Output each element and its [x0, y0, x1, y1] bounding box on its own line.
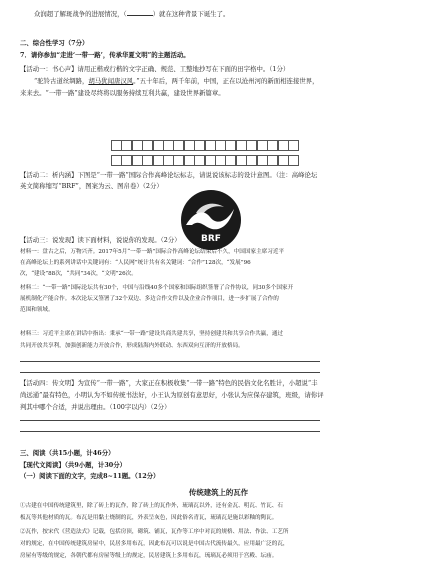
answer-blank[interactable]: [127, 9, 153, 16]
section-three-heading: 三、阅读（共15小题，计46分）: [20, 449, 115, 457]
grid-cell[interactable]: [184, 155, 195, 166]
modern-text-heading: 【现代文阅读】（共9小题，计30分）: [20, 461, 126, 469]
grid-cell[interactable]: [267, 140, 278, 151]
material-2-line-3: 范围和领域。: [20, 307, 54, 313]
answer-line[interactable]: [20, 431, 320, 432]
paragraph-2-line-3: 房屋有等级的规定，各朝代都有房屋等级上的规定，民居建筑上多用布瓦，琉璃瓦必须用于宫殿、坛庙。: [20, 553, 278, 559]
writing-grid[interactable]: [111, 140, 298, 170]
activity-4-line-1: 【活动四：传文明】为宣传“一带一路”，大家正在积极收集“一带一路”特色的民俗文化名胜计，小超说“丰: [20, 379, 318, 387]
grid-cell[interactable]: [121, 140, 132, 151]
grid-cell[interactable]: [132, 155, 143, 166]
grid-cell[interactable]: [163, 155, 174, 166]
grid-cell[interactable]: [205, 140, 216, 151]
paragraph-1-line-2: 板瓦等其他材质的瓦。布瓦是用黏土烧制的瓦，外表呈灰色，因此俗名青瓦，琉璃瓦是施以彩釉的陶瓦。: [20, 515, 278, 521]
grid-cell[interactable]: [205, 155, 216, 166]
grid-cell[interactable]: [278, 140, 289, 151]
answer-line[interactable]: [20, 372, 320, 373]
material-2-line-2: 展机制化产能合作。本次论坛又签署了32个双边、多边合作文件以及企业合作项目，进一步扩展了合作的: [20, 296, 279, 302]
paragraph-1-line-1: ①古建在中国传统建筑里，除了砖上的瓦作，除了砖上的瓦作外，琉璃瓦以外，还有金瓦、明瓦、竹瓦、石: [20, 503, 283, 509]
material-2-line-1: 材料二：“一带一路”国际论坛共有30个，中国与沿线40多个国家和国际组织签署了合作协议，同30多个国家开: [20, 285, 294, 291]
article-title: 传统建筑上的瓦作: [188, 488, 249, 497]
grid-cell[interactable]: [267, 155, 278, 166]
grid-cell[interactable]: [246, 155, 257, 166]
grid-cell[interactable]: [173, 140, 184, 151]
grid-cell[interactable]: [153, 140, 164, 151]
intro-line: 众润超了解斑战争的进展情况，（ ）就在这种背景下诞生了。: [34, 10, 230, 18]
grid-cell[interactable]: [111, 155, 122, 166]
grid-cell[interactable]: [246, 140, 257, 151]
activity-1-title: 【活动一：书心声】请用正楷或行楷的文字正确、规范、工整地抄写在下面的田字格中。（1分）: [20, 65, 290, 73]
activity-4-line-3: 判其中哪个合适，并说出理由。（100字以内）（2分）: [20, 403, 171, 411]
activity-2-line-1: 【活动二：析内涵】下图是“一带一路”国际合作高峰论坛标志，请说说该标志的设计意图。（注：高峰论坛: [20, 171, 318, 179]
grid-cell[interactable]: [236, 140, 247, 151]
grid-cell[interactable]: [111, 140, 122, 151]
grid-row: [111, 140, 298, 151]
material-1-line-3: 次，“建设”88次，“共同”34次，“文明”26次。: [20, 271, 137, 277]
grid-cell[interactable]: [257, 140, 268, 151]
material-1-line-2: 在高峰论坛上的系列讲话中关键词有：“人民网”统计共有名关键词：“合作”128次，“发展”96: [20, 260, 251, 266]
grid-cell[interactable]: [215, 140, 226, 151]
material-3-line-1: 材料三：习近平主席在讲话中指出：秉承“一带一路”建设共商共建共享，坚持创建共和共享合作共赢，通过: [20, 331, 284, 337]
grid-cell[interactable]: [225, 155, 236, 166]
grid-cell[interactable]: [194, 155, 205, 166]
grid-cell[interactable]: [153, 155, 164, 166]
grid-row: [111, 155, 298, 166]
grid-cell[interactable]: [173, 155, 184, 166]
grid-cell[interactable]: [194, 140, 205, 151]
grid-cell[interactable]: [278, 155, 289, 166]
grid-cell[interactable]: [288, 140, 299, 151]
section-two-heading: 二、综合性学习（7分）: [20, 39, 89, 47]
grid-cell[interactable]: [163, 140, 174, 151]
material-1-line-1: 材料一：盘古之后，万物兴齐。2017年5月“一带一路”国际合作高峰论坛结束后不久，中国国家主席习近平: [20, 249, 285, 255]
activity-2-line-2: 英文简称缩写“BRF”，图案为云、图帛卷）（2分）: [20, 182, 163, 190]
activity-1-line-2: 来来去。“一带一路”建设尽终将以服务持续互利共赢，建设世界新篇章。: [20, 89, 225, 97]
logo-text: BRF: [201, 234, 221, 244]
grid-cell[interactable]: [215, 155, 226, 166]
answer-line[interactable]: [20, 420, 320, 421]
grid-cell[interactable]: [132, 140, 143, 151]
grid-cell[interactable]: [236, 155, 247, 166]
paragraph-2-line-1: ②瓦作，按宋代《营造法式》记载，包括房顶，砌筑、铺瓦，瓦作等工序中对瓦的规格、用法、作法、工艺所: [20, 529, 289, 535]
grid-cell[interactable]: [225, 140, 236, 151]
material-3-line-2: 共同开放共享利，加强创新能力开放合作，形成陆海内外联动、东西双向互济的开放格局。: [20, 343, 244, 349]
activity-1-line-1: “驼铃古道丝绸路，胡马犹闻唐汉风。”五十年后，两千年前，中国，正在以沧州河的新面相连接世界，: [34, 77, 319, 85]
grid-cell[interactable]: [184, 140, 195, 151]
grid-cell[interactable]: [142, 140, 153, 151]
grid-cell[interactable]: [121, 155, 132, 166]
grid-cell[interactable]: [257, 155, 268, 166]
activity-3-title: 【活动三：说发现】读下面材料，说说你的发现。（2分）: [20, 236, 181, 244]
question-7: 7．请你参加“走进‘一带一路’，传承华夏文明”的主题活动。: [20, 51, 190, 59]
part-one-instruction: （一）阅读下面的文字，完成8~11题。（12分）: [20, 472, 160, 480]
grid-cell[interactable]: [288, 155, 299, 166]
underlined-phrase: 胡马犹闻唐汉风: [88, 77, 134, 85]
answer-line[interactable]: [20, 361, 320, 362]
grid-cell[interactable]: [142, 155, 153, 166]
activity-4-line-2: 尚远通”最有特色，小明认为不如传统书法好，小王认为原创有意思好，小张认为应保存建筑，班级，请你评: [20, 391, 324, 399]
paragraph-2-line-2: 对的规定，在中国传统建筑房屋中，民居多用布瓦，因此布瓦可以说是中国古代流传最久，应用最广泛的瓦，: [20, 541, 289, 547]
